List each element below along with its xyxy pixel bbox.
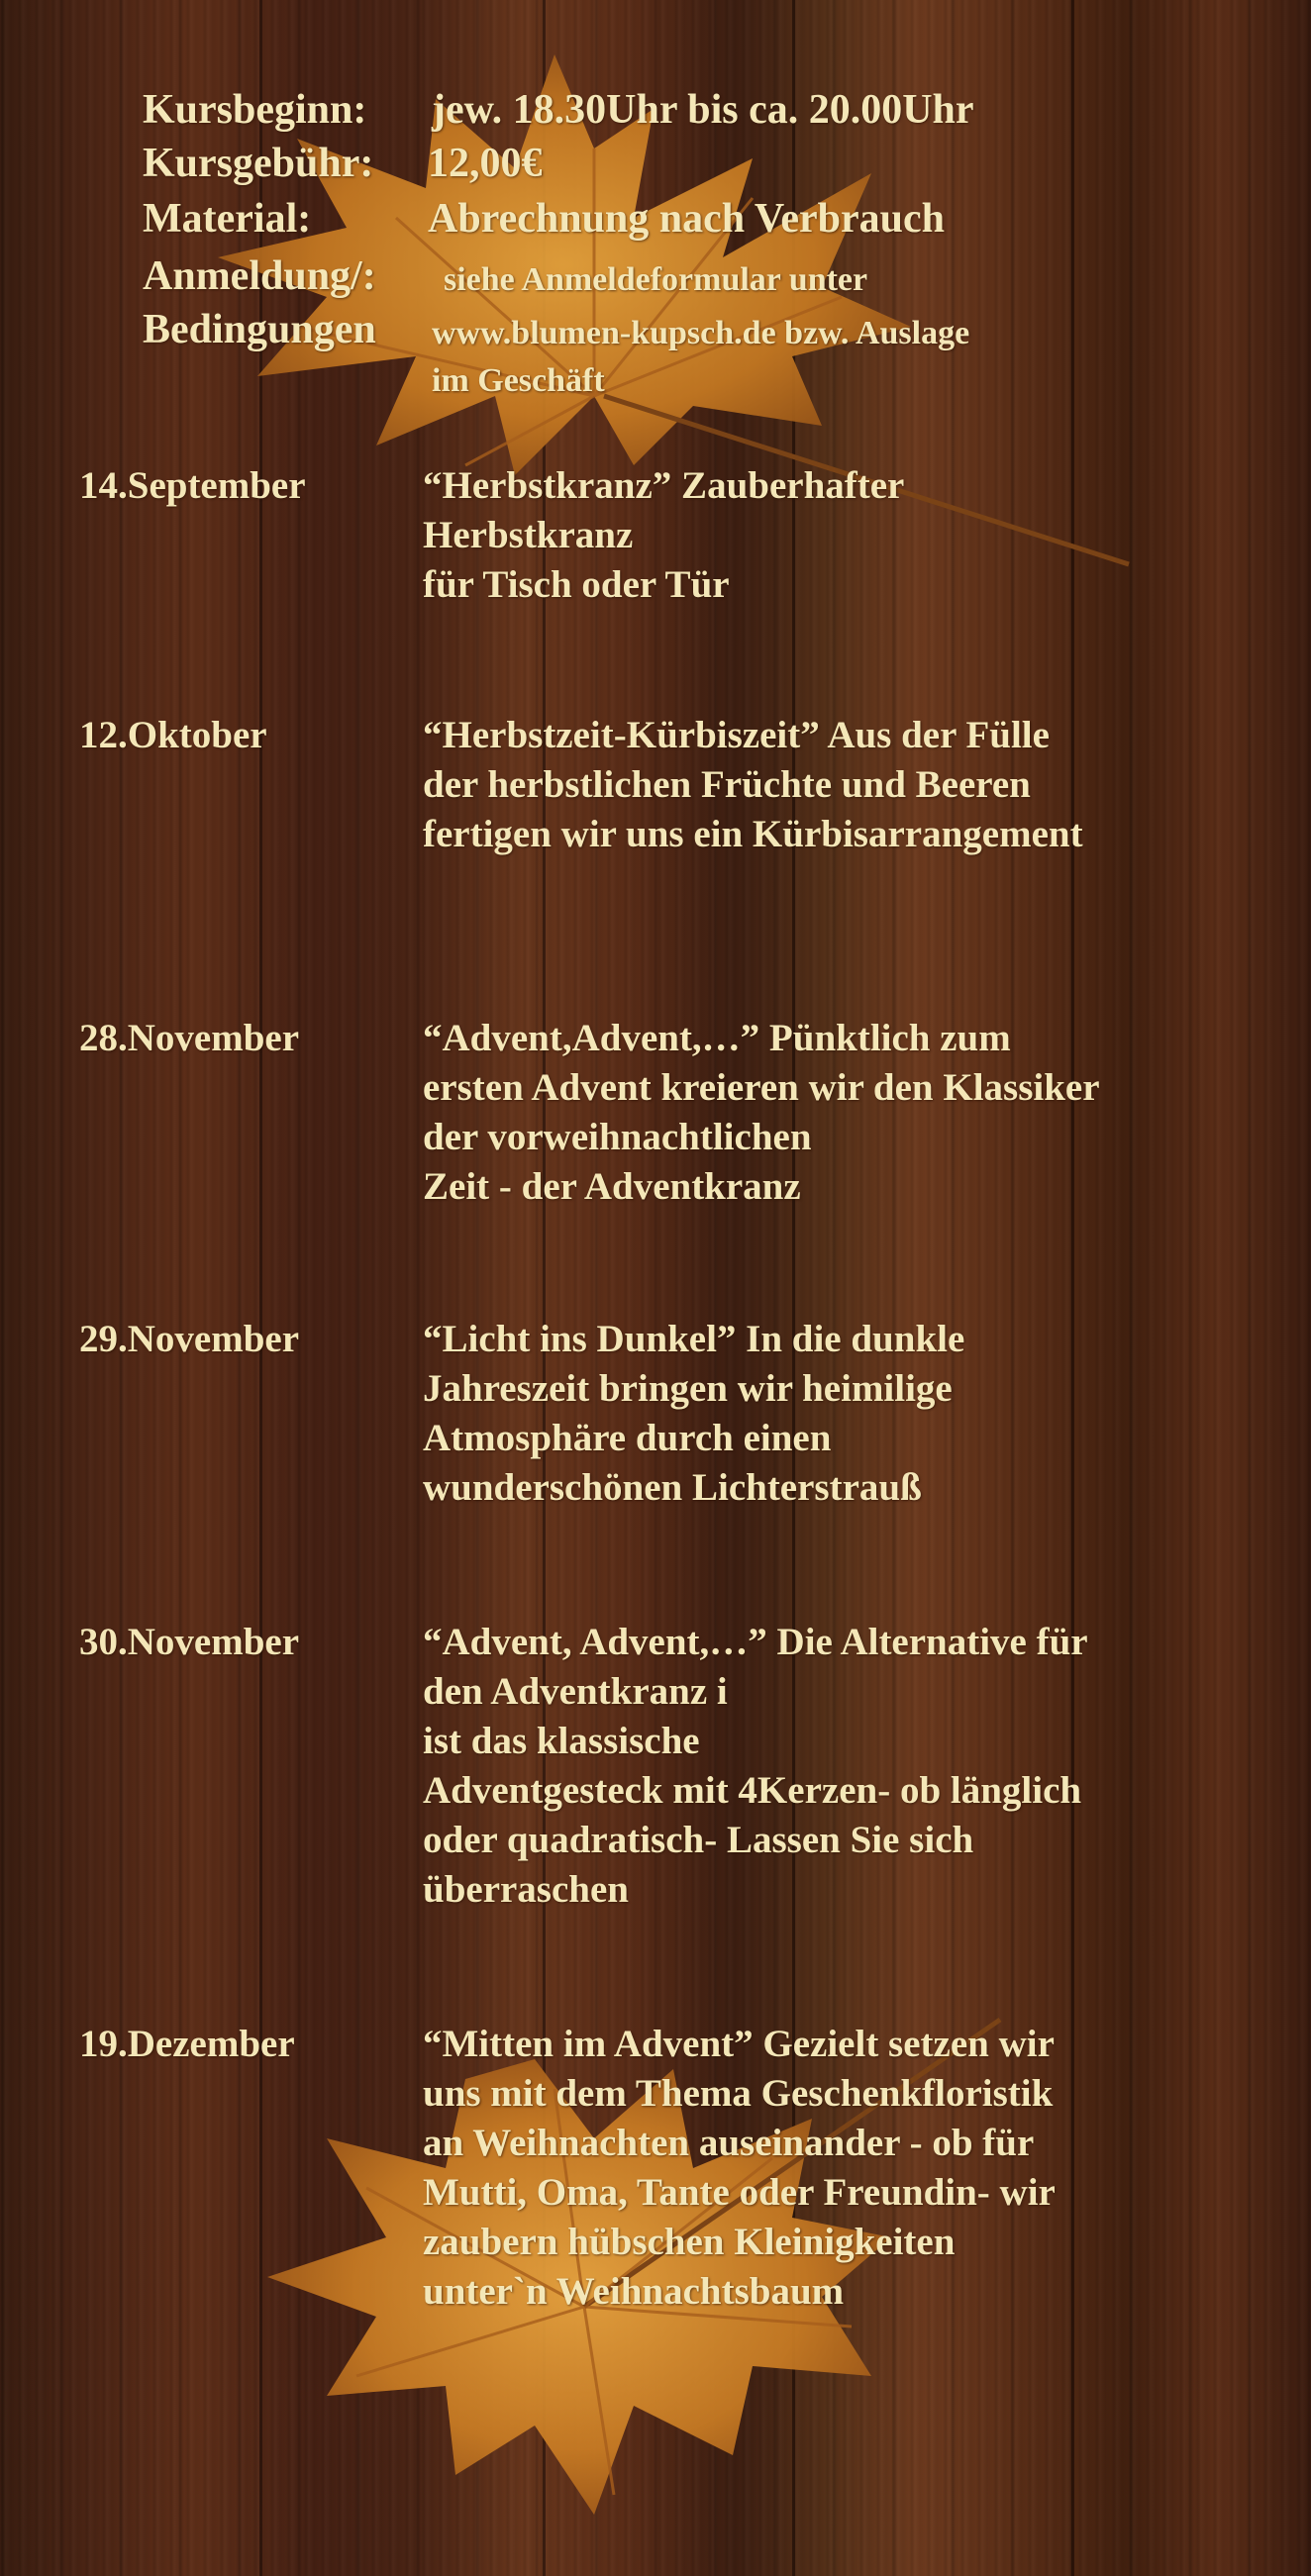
description-line: “Herbstzeit-Kürbiszeit” Aus der Fülle (423, 714, 1050, 756)
description-line: fertigen wir uns ein Kürbisarrangement (423, 813, 1083, 855)
course-date: 19.Dezember (79, 2023, 295, 2065)
description-line: “Herbstkranz” Zauberhafter (423, 464, 905, 507)
value-auslage: im Geschäft (432, 362, 605, 399)
description-line: “Mitten im Advent” Gezielt setzen wir (423, 2023, 1055, 2065)
course-date: 30.November (79, 1621, 300, 1663)
description-line: “Licht ins Dunkel” In die dunkle (423, 1318, 965, 1360)
description-line: unter`n Weihnachtsbaum (423, 2270, 845, 2313)
label-kursbeginn: Kursbeginn: (143, 87, 367, 133)
description-line: den Adventkranz i (423, 1670, 728, 1713)
description-line: für Tisch oder Tür (423, 563, 730, 606)
description-line: “Advent,Advent,…” Pünktlich zum (423, 1017, 1011, 1059)
value-kursbeginn: jew. 18.30Uhr bis ca. 20.00Uhr (432, 87, 974, 133)
course-date: 14.September (79, 464, 306, 507)
description-line: der herbstlichen Früchte und Beeren (423, 763, 1031, 806)
description-line: an Weihnachten auseinander - ob für (423, 2122, 1035, 2164)
description-line: ersten Advent kreieren wir den Klassiker (423, 1066, 1100, 1109)
label-kursgebuehr: Kursgebühr: (143, 141, 374, 186)
course-description (423, 2020, 1056, 2317)
value-website: www.blumen-kupsch.de bzw. Auslage (432, 315, 970, 351)
description-line: Mutti, Oma, Tante oder Freundin- wir (423, 2171, 1056, 2214)
description-line: Herbstkranz (423, 514, 634, 556)
value-kursgebuehr: 12,00€ (428, 141, 543, 186)
label-material: Material: (143, 196, 312, 242)
description-line: Jahreszeit bringen wir heimilige (423, 1367, 953, 1410)
label-bedingungen: Bedingungen (143, 307, 376, 352)
course-description (423, 1014, 1100, 1212)
description-line: der vorweihnachtlichen (423, 1116, 812, 1158)
description-line: Zeit - der Adventkranz (423, 1165, 801, 1208)
description-line: Adventgesteck mit 4Kerzen- ob länglich (423, 1769, 1082, 1812)
course-description (423, 711, 1083, 859)
description-line: oder quadratisch- Lassen Sie sich (423, 1819, 974, 1861)
course-date: 28.November (79, 1017, 300, 1059)
description-line: ist das klassische (423, 1720, 700, 1762)
course-description (423, 461, 904, 610)
description-line: wunderschönen Lichterstrauß (423, 1466, 922, 1509)
course-description (423, 1618, 1088, 1915)
course-date: 29.November (79, 1318, 300, 1360)
course-description (423, 1315, 964, 1513)
description-line: überraschen (423, 1868, 629, 1911)
description-line: zaubern hübschen Kleinigkeiten (423, 2221, 956, 2263)
label-anmeldung: Anmeldung/: (143, 253, 376, 299)
value-material: Abrechnung nach Verbrauch (428, 196, 946, 242)
course-date: 12.Oktober (79, 714, 267, 756)
value-anmeldung: siehe Anmeldeformular unter (444, 261, 868, 298)
description-line: Atmosphäre durch einen (423, 1417, 832, 1459)
description-line: uns mit dem Thema Geschenkfloristik (423, 2072, 1054, 2115)
description-line: “Advent, Advent,…” Die Alternative für (423, 1621, 1088, 1663)
